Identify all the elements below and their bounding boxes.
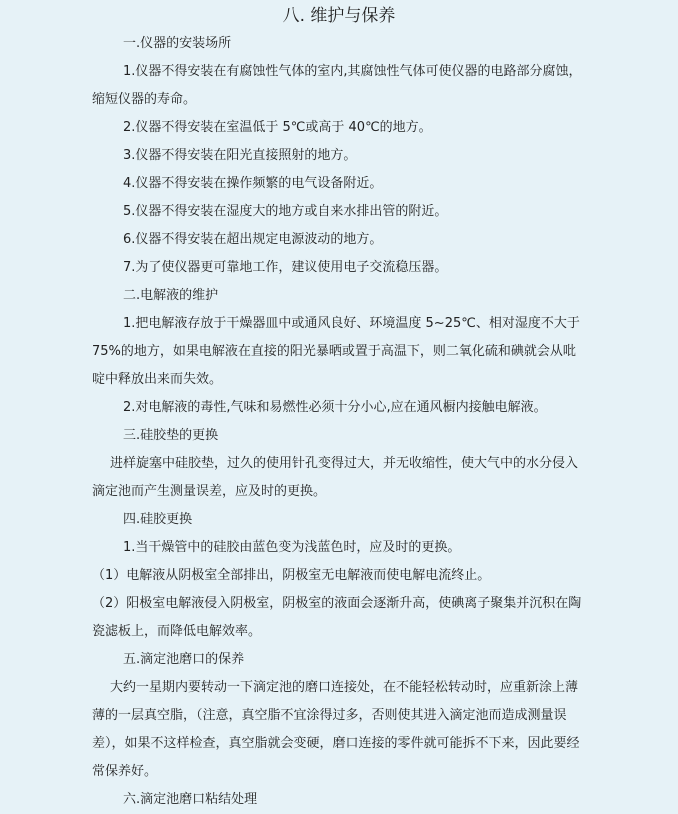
section-heading: 四.硅胶更换 xyxy=(123,512,193,527)
paragraph: 5.仪器不得安装在湿度大的地方或自来水排出管的附近。 xyxy=(123,204,448,219)
paragraph: （1）电解液从阴极室全部排出，阴极室无电解液而使电解电流终止。 xyxy=(92,568,491,583)
section-heading: 二.电解液的维护 xyxy=(123,288,219,303)
section-heading: 一.仪器的安装场所 xyxy=(123,36,232,51)
section-heading: 三.硅胶垫的更换 xyxy=(123,428,219,443)
section-heading: 六.滴定池磨口粘结处理 xyxy=(123,792,258,807)
paragraph: 3.仪器不得安装在阳光直接照射的地方。 xyxy=(123,148,357,163)
paragraph: 2.仪器不得安装在室温低于 5℃或高于 40℃的地方。 xyxy=(123,120,432,135)
paragraph: 进样旋塞中硅胶垫，过久的使用针孔变得过大，并无收缩性，使大气中的水分侵入滴定池而产生测量误差，应及时的更换。 xyxy=(92,456,579,499)
paragraph: 1.把电解液存放于干燥器皿中或通风良好、环境温度 5~25℃、相对湿度不大于 75%的地方，如果电解液在直接的阳光暴晒或置于高温下，则二氧化硫和碘就会从吡啶中释放出来而失效。 xyxy=(92,316,580,387)
paragraph: 4.仪器不得安装在操作频繁的电气设备附近。 xyxy=(123,176,383,191)
section-heading: 五.滴定池磨口的保养 xyxy=(123,652,245,667)
paragraph: 7.为了使仪器更可靠地工作，建议使用电子交流稳压器。 xyxy=(123,260,448,275)
page-title: 八. 维护与保养 xyxy=(282,6,396,26)
paragraph: 1.当干燥管中的硅胶由蓝色变为浅蓝色时，应及时的更换。 xyxy=(123,540,461,555)
paragraph: （2）阳极室电解液侵入阴极室，阴极室的液面会逐渐升高，使碘离子聚集并沉积在陶瓷滤板上，而降低电解效率。 xyxy=(92,596,582,639)
paragraph: 2.对电解液的毒性,气味和易燃性必须十分小心,应在通风橱内接触电解液。 xyxy=(123,400,547,415)
paragraph: 6.仪器不得安装在超出规定电源波动的地方。 xyxy=(123,232,383,247)
paragraph: 大约一星期内要转动一下滴定池的磨口连接处，在不能轻松转动时，应重新涂上薄薄的一层真空脂，（注意，真空脂不宜涂得过多，否则使其进入滴定池而造成测量误差），如果不这样检查，真空脂就会变硬，磨口连接的零件就可能拆不下来，因此要经常保养好。 xyxy=(92,680,580,779)
paragraph: 1.仪器不得安装在有腐蚀性气体的室内,其腐蚀性气体可使仪器的电路部分腐蚀，缩短仪器的寿命。 xyxy=(92,64,582,107)
